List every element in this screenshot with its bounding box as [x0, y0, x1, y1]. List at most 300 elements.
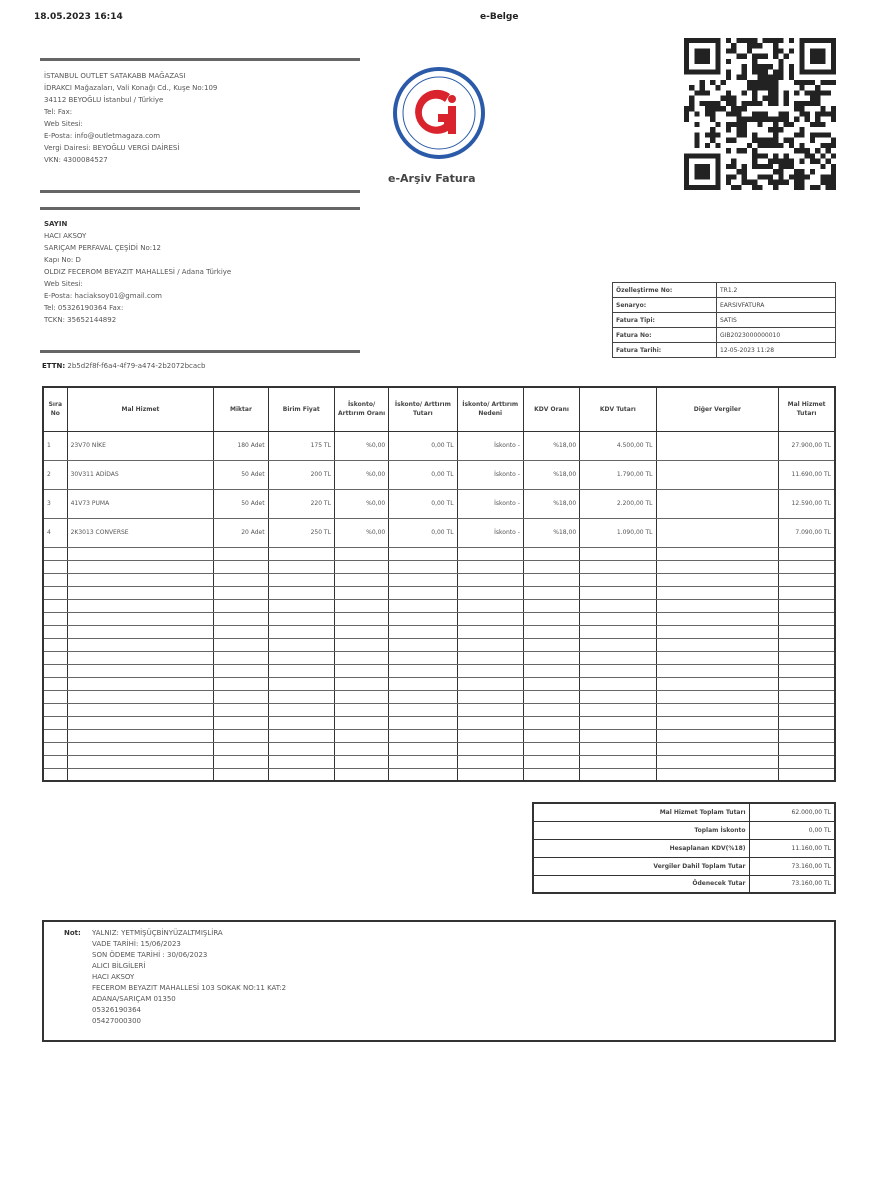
- empty-cell: [580, 612, 656, 625]
- empty-cell: [523, 664, 579, 677]
- note-line: ALICI BİLGİLERİ: [92, 962, 146, 970]
- info-key: Fatura No:: [613, 328, 717, 343]
- empty-row: [43, 742, 835, 755]
- column-header: Mal Hizmet Tutarı: [779, 387, 835, 431]
- divider: [40, 207, 360, 210]
- empty-cell: [656, 651, 779, 664]
- empty-cell: [214, 638, 268, 651]
- empty-cell: [43, 651, 67, 664]
- empty-cell: [457, 638, 523, 651]
- empty-row: [43, 547, 835, 560]
- cell-price: 200 TL: [268, 460, 334, 489]
- empty-cell: [523, 625, 579, 638]
- empty-cell: [580, 742, 656, 755]
- buyer-line: TCKN: 35652144892: [44, 316, 117, 324]
- empty-cell: [580, 729, 656, 742]
- cell-qty: 20 Adet: [214, 518, 268, 547]
- seller-line: İSTANBUL OUTLET SATAKABB MAĞAZASI: [44, 72, 186, 80]
- cell-reason: İskonto -: [457, 460, 523, 489]
- empty-cell: [457, 599, 523, 612]
- seller-block: [44, 70, 360, 166]
- buyer-line: Tel: 05326190364 Fax:: [44, 304, 124, 312]
- empty-cell: [214, 768, 268, 781]
- empty-cell: [268, 677, 334, 690]
- cell-total: 7.090,00 TL: [779, 518, 835, 547]
- empty-cell: [43, 612, 67, 625]
- note-label: Not:: [64, 929, 81, 937]
- cell-qty: 180 Adet: [214, 431, 268, 460]
- ettn-label: ETTN:: [42, 362, 66, 370]
- cell-rate: %0,00: [334, 460, 388, 489]
- logo-caption: e-Arşiv Fatura: [388, 172, 476, 185]
- empty-cell: [656, 768, 779, 781]
- note-line: ADANA/SARIÇAM 01350: [92, 995, 176, 1003]
- empty-cell: [580, 560, 656, 573]
- column-header: KDV Tutarı: [580, 387, 656, 431]
- totals-value: 62.000,00 TL: [749, 803, 835, 821]
- print-date: 18.05.2023 16:14: [34, 12, 123, 22]
- cell-other: [656, 489, 779, 518]
- empty-cell: [779, 651, 835, 664]
- divider: [40, 58, 360, 61]
- totals-row: [533, 875, 835, 893]
- cell-price: 220 TL: [268, 489, 334, 518]
- empty-cell: [214, 677, 268, 690]
- empty-cell: [389, 755, 457, 768]
- empty-cell: [334, 573, 388, 586]
- empty-cell: [67, 716, 214, 729]
- empty-cell: [523, 677, 579, 690]
- empty-cell: [656, 690, 779, 703]
- empty-cell: [389, 703, 457, 716]
- buyer-line: E-Posta: haciaksoy01@gmail.com: [44, 292, 162, 300]
- cell-qty: 50 Adet: [214, 460, 268, 489]
- cell-disc: 0,00 TL: [389, 518, 457, 547]
- empty-cell: [779, 638, 835, 651]
- empty-cell: [334, 651, 388, 664]
- cell-total: 12.590,00 TL: [779, 489, 835, 518]
- column-header: Sıra No: [43, 387, 67, 431]
- empty-cell: [389, 547, 457, 560]
- empty-cell: [214, 651, 268, 664]
- empty-cell: [779, 612, 835, 625]
- info-row: [613, 313, 836, 328]
- empty-cell: [779, 768, 835, 781]
- empty-cell: [43, 690, 67, 703]
- empty-cell: [67, 677, 214, 690]
- ettn-value: 2b5d2f8f-f6a4-4f79-a474-2b2072bcacb: [67, 362, 206, 370]
- empty-cell: [214, 560, 268, 573]
- empty-cell: [656, 677, 779, 690]
- empty-cell: [389, 742, 457, 755]
- cell-no: 1: [43, 431, 67, 460]
- empty-cell: [268, 716, 334, 729]
- ettn: [42, 362, 205, 370]
- empty-cell: [457, 755, 523, 768]
- cell-vat: 1.090,00 TL: [580, 518, 656, 547]
- empty-row: [43, 573, 835, 586]
- empty-cell: [334, 599, 388, 612]
- empty-cell: [334, 547, 388, 560]
- empty-cell: [389, 651, 457, 664]
- empty-cell: [214, 612, 268, 625]
- empty-cell: [43, 547, 67, 560]
- buyer-label: SAYIN: [44, 220, 68, 228]
- divider: [40, 190, 360, 193]
- empty-cell: [214, 742, 268, 755]
- info-value: TR1.2: [717, 283, 836, 298]
- empty-cell: [580, 768, 656, 781]
- empty-cell: [656, 638, 779, 651]
- empty-cell: [389, 625, 457, 638]
- empty-row: [43, 612, 835, 625]
- cell-name: 23V70 NİKE: [67, 431, 214, 460]
- cell-disc: 0,00 TL: [389, 489, 457, 518]
- empty-cell: [67, 625, 214, 638]
- note-line: HACI AKSOY: [92, 973, 135, 981]
- empty-cell: [389, 599, 457, 612]
- empty-cell: [656, 742, 779, 755]
- empty-row: [43, 690, 835, 703]
- totals-value: 0,00 TL: [749, 821, 835, 839]
- empty-cell: [334, 625, 388, 638]
- empty-cell: [43, 625, 67, 638]
- column-header: KDV Oranı: [523, 387, 579, 431]
- empty-cell: [268, 703, 334, 716]
- seller-line: İDRAKCI Mağazaları, Vali Konağı Cd., Kuşe No:109: [44, 84, 218, 92]
- empty-cell: [656, 612, 779, 625]
- empty-cell: [43, 742, 67, 755]
- empty-cell: [523, 729, 579, 742]
- empty-cell: [67, 560, 214, 573]
- empty-cell: [268, 638, 334, 651]
- column-header: Miktar: [214, 387, 268, 431]
- totals-table: [532, 802, 836, 894]
- empty-cell: [523, 638, 579, 651]
- empty-row: [43, 599, 835, 612]
- table-row: [43, 431, 835, 460]
- cell-rate: %0,00: [334, 489, 388, 518]
- seller-line: E-Posta: info@outletmagaza.com: [44, 132, 161, 140]
- empty-row: [43, 768, 835, 781]
- empty-cell: [67, 768, 214, 781]
- cell-no: 2: [43, 460, 67, 489]
- empty-cell: [523, 612, 579, 625]
- empty-cell: [67, 703, 214, 716]
- empty-cell: [334, 716, 388, 729]
- info-value: GIB2023000000010: [717, 328, 836, 343]
- note-line: SON ÖDEME TARİHİ : 30/06/2023: [92, 951, 208, 959]
- divider: [40, 350, 360, 353]
- empty-cell: [43, 664, 67, 677]
- empty-cell: [43, 586, 67, 599]
- empty-cell: [457, 742, 523, 755]
- empty-cell: [214, 729, 268, 742]
- empty-cell: [779, 690, 835, 703]
- totals-key: Hesaplanan KDV(%18): [533, 839, 749, 857]
- empty-cell: [523, 651, 579, 664]
- cell-name: 30V311 ADİDAS: [67, 460, 214, 489]
- empty-cell: [656, 586, 779, 599]
- note-line: 05427000300: [92, 1017, 141, 1025]
- empty-row: [43, 664, 835, 677]
- empty-cell: [334, 560, 388, 573]
- empty-cell: [214, 690, 268, 703]
- cell-price: 175 TL: [268, 431, 334, 460]
- empty-row: [43, 677, 835, 690]
- empty-cell: [268, 664, 334, 677]
- empty-row: [43, 625, 835, 638]
- info-row: [613, 283, 836, 298]
- empty-cell: [656, 664, 779, 677]
- empty-cell: [214, 703, 268, 716]
- column-header: İskonto/ Arttırım Tutarı: [389, 387, 457, 431]
- note-line: 05326190364: [92, 1006, 141, 1014]
- empty-cell: [268, 768, 334, 781]
- empty-cell: [389, 664, 457, 677]
- empty-row: [43, 638, 835, 651]
- cell-price: 250 TL: [268, 518, 334, 547]
- empty-cell: [67, 742, 214, 755]
- empty-cell: [268, 690, 334, 703]
- empty-cell: [67, 690, 214, 703]
- table-row: [43, 489, 835, 518]
- cell-other: [656, 518, 779, 547]
- empty-cell: [580, 716, 656, 729]
- empty-cell: [389, 586, 457, 599]
- empty-cell: [67, 547, 214, 560]
- empty-cell: [268, 651, 334, 664]
- totals-row: [533, 839, 835, 857]
- cell-disc: 0,00 TL: [389, 460, 457, 489]
- cell-total: 27.900,00 TL: [779, 431, 835, 460]
- totals-key: Ödenecek Tutar: [533, 875, 749, 893]
- empty-cell: [457, 768, 523, 781]
- empty-row: [43, 703, 835, 716]
- empty-cell: [580, 547, 656, 560]
- empty-cell: [43, 560, 67, 573]
- empty-cell: [656, 703, 779, 716]
- empty-cell: [656, 729, 779, 742]
- info-value: SATIS: [717, 313, 836, 328]
- empty-cell: [268, 573, 334, 586]
- empty-cell: [457, 547, 523, 560]
- empty-cell: [656, 599, 779, 612]
- empty-cell: [779, 742, 835, 755]
- empty-cell: [268, 560, 334, 573]
- empty-cell: [457, 651, 523, 664]
- cell-vat-rate: %18,00: [523, 518, 579, 547]
- empty-cell: [580, 625, 656, 638]
- empty-cell: [214, 599, 268, 612]
- empty-cell: [268, 755, 334, 768]
- buyer-line: SARIÇAM PERFAVAL ÇEŞİDİ No:12: [44, 244, 162, 252]
- cell-vat: 2.200,00 TL: [580, 489, 656, 518]
- empty-cell: [779, 625, 835, 638]
- empty-cell: [389, 716, 457, 729]
- cell-total: 11.690,00 TL: [779, 460, 835, 489]
- info-key: Fatura Tarihi:: [613, 343, 717, 358]
- cell-vat-rate: %18,00: [523, 460, 579, 489]
- empty-cell: [523, 742, 579, 755]
- empty-cell: [580, 703, 656, 716]
- empty-cell: [214, 716, 268, 729]
- note-text: [92, 928, 286, 1036]
- totals-row: [533, 803, 835, 821]
- info-row: [613, 328, 836, 343]
- empty-cell: [43, 599, 67, 612]
- note-line: FECEROM BEYAZIT MAHALLESİ 103 SOKAK NO:11 KAT:2: [92, 984, 287, 992]
- empty-cell: [67, 729, 214, 742]
- totals-value: 73.160,00 TL: [749, 875, 835, 893]
- empty-cell: [580, 664, 656, 677]
- empty-cell: [389, 612, 457, 625]
- empty-cell: [268, 547, 334, 560]
- note-line: YALNIZ: YETMİŞÜÇBİNYÜZALTMIŞLİRA: [92, 929, 223, 937]
- empty-cell: [389, 690, 457, 703]
- empty-cell: [334, 586, 388, 599]
- buyer-line: Kapı No: D: [44, 256, 81, 264]
- empty-cell: [214, 664, 268, 677]
- empty-cell: [67, 586, 214, 599]
- cell-disc: 0,00 TL: [389, 431, 457, 460]
- buyer-line: OLDIZ FECEROM BEYAZIT MAHALLESİ / Adana Türkiye: [44, 268, 232, 276]
- info-row: [613, 343, 836, 358]
- cell-no: 3: [43, 489, 67, 518]
- empty-cell: [389, 768, 457, 781]
- page-title: e-Belge: [480, 12, 519, 22]
- info-value: 12-05-2023 11:28: [717, 343, 836, 358]
- empty-cell: [334, 742, 388, 755]
- empty-cell: [457, 560, 523, 573]
- empty-cell: [523, 573, 579, 586]
- empty-cell: [457, 677, 523, 690]
- empty-cell: [523, 586, 579, 599]
- empty-cell: [779, 586, 835, 599]
- empty-cell: [334, 612, 388, 625]
- cell-rate: %0,00: [334, 431, 388, 460]
- empty-cell: [580, 586, 656, 599]
- empty-cell: [779, 729, 835, 742]
- empty-cell: [43, 703, 67, 716]
- empty-cell: [523, 755, 579, 768]
- empty-cell: [334, 677, 388, 690]
- empty-cell: [656, 547, 779, 560]
- empty-cell: [457, 612, 523, 625]
- cell-name: 2K3013 CONVERSE: [67, 518, 214, 547]
- empty-cell: [67, 612, 214, 625]
- empty-cell: [389, 560, 457, 573]
- empty-cell: [580, 651, 656, 664]
- empty-cell: [779, 716, 835, 729]
- info-key: Özelleştirme No:: [613, 283, 717, 298]
- empty-cell: [580, 690, 656, 703]
- table-row: [43, 518, 835, 547]
- seller-line: Web Sitesi:: [44, 120, 83, 128]
- cell-vat: 1.790,00 TL: [580, 460, 656, 489]
- note-box: [42, 920, 836, 1042]
- empty-cell: [389, 638, 457, 651]
- empty-cell: [268, 586, 334, 599]
- empty-cell: [779, 664, 835, 677]
- empty-cell: [580, 638, 656, 651]
- column-header: Diğer Vergiler: [656, 387, 779, 431]
- buyer-block: [44, 218, 360, 326]
- cell-name: 41V73 PUMA: [67, 489, 214, 518]
- cell-reason: İskonto -: [457, 431, 523, 460]
- totals-key: Mal Hizmet Toplam Tutarı: [533, 803, 749, 821]
- empty-cell: [334, 690, 388, 703]
- empty-cell: [779, 573, 835, 586]
- cell-vat: 4.500,00 TL: [580, 431, 656, 460]
- table-row: [43, 460, 835, 489]
- empty-cell: [779, 599, 835, 612]
- invoice-info-table: [612, 282, 836, 358]
- empty-cell: [67, 755, 214, 768]
- cell-reason: İskonto -: [457, 518, 523, 547]
- empty-cell: [214, 586, 268, 599]
- info-key: Fatura Tipi:: [613, 313, 717, 328]
- empty-cell: [457, 716, 523, 729]
- empty-cell: [43, 573, 67, 586]
- cell-other: [656, 431, 779, 460]
- qr-code: [684, 38, 836, 190]
- note-line: VADE TARİHİ: 15/06/2023: [92, 940, 181, 948]
- empty-cell: [334, 755, 388, 768]
- empty-cell: [334, 729, 388, 742]
- seller-line: 34112 BEYOĞLU İstanbul / Türkiye: [44, 96, 164, 104]
- empty-row: [43, 729, 835, 742]
- empty-cell: [523, 599, 579, 612]
- empty-cell: [580, 573, 656, 586]
- empty-cell: [779, 560, 835, 573]
- empty-cell: [334, 638, 388, 651]
- column-header: Mal Hizmet: [67, 387, 214, 431]
- empty-cell: [334, 703, 388, 716]
- empty-cell: [389, 573, 457, 586]
- empty-cell: [523, 716, 579, 729]
- column-header: İskonto/ Arttırım Oranı: [334, 387, 388, 431]
- empty-cell: [268, 612, 334, 625]
- empty-cell: [67, 599, 214, 612]
- empty-cell: [43, 638, 67, 651]
- totals-row: [533, 821, 835, 839]
- empty-cell: [334, 664, 388, 677]
- empty-cell: [523, 703, 579, 716]
- empty-cell: [67, 664, 214, 677]
- items-table: [42, 386, 836, 782]
- info-row: [613, 298, 836, 313]
- empty-row: [43, 755, 835, 768]
- empty-cell: [779, 547, 835, 560]
- empty-cell: [67, 573, 214, 586]
- totals-value: 11.160,00 TL: [749, 839, 835, 857]
- empty-cell: [43, 677, 67, 690]
- empty-cell: [580, 599, 656, 612]
- empty-row: [43, 716, 835, 729]
- empty-cell: [67, 638, 214, 651]
- empty-cell: [656, 573, 779, 586]
- gib-logo: [392, 66, 486, 160]
- empty-cell: [389, 677, 457, 690]
- empty-cell: [523, 560, 579, 573]
- empty-cell: [779, 703, 835, 716]
- cell-vat-rate: %18,00: [523, 431, 579, 460]
- empty-cell: [523, 547, 579, 560]
- cell-qty: 50 Adet: [214, 489, 268, 518]
- empty-cell: [457, 703, 523, 716]
- totals-key: Toplam İskonto: [533, 821, 749, 839]
